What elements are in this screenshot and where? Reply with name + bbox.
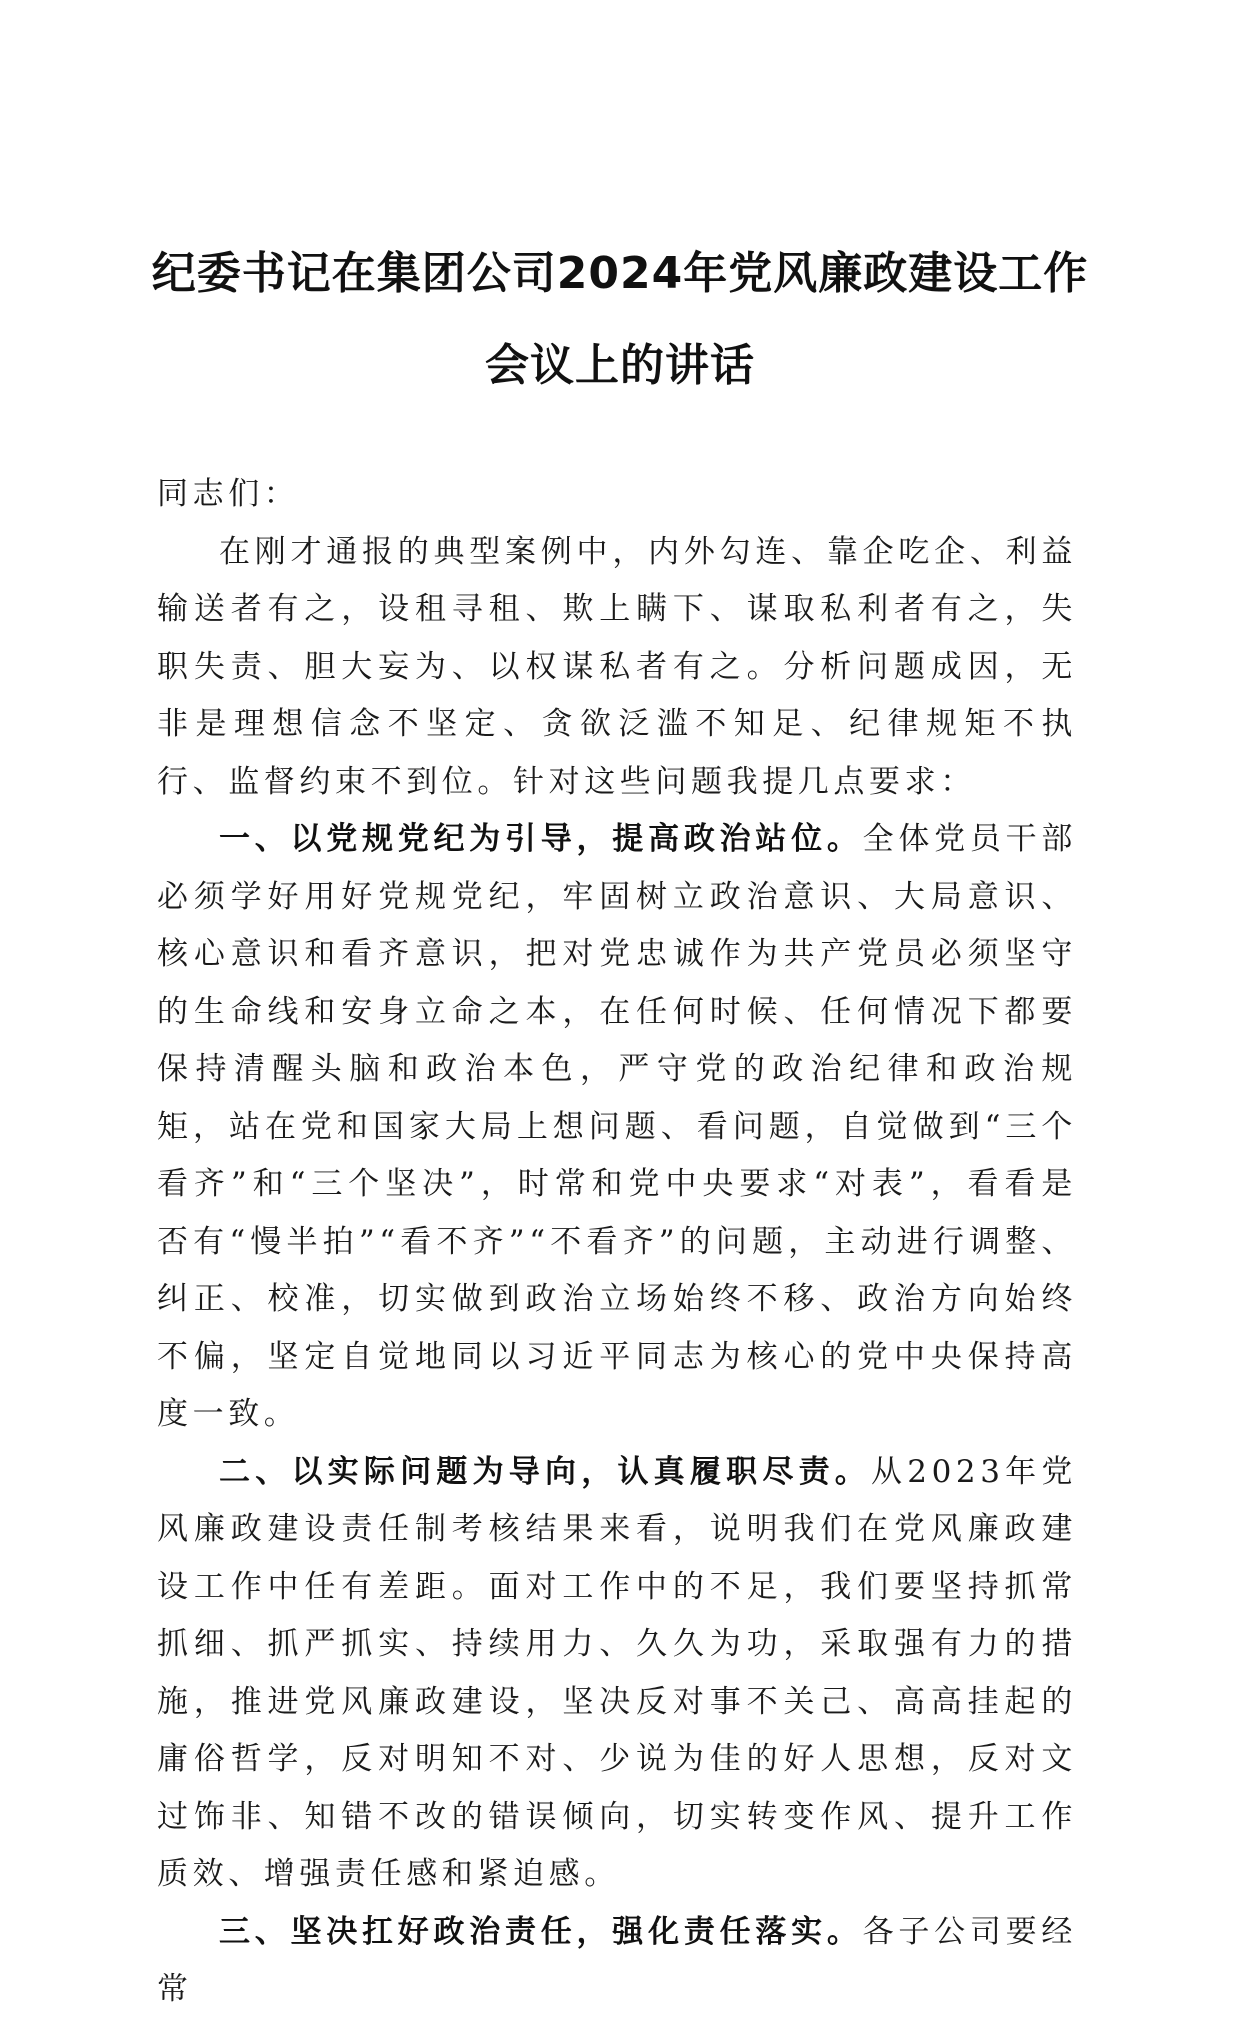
section-paragraph (157, 811, 1077, 1444)
section-heading: 二、以实际问题为导向，认真履职尽责。 (219, 1453, 872, 1490)
section-paragraph (157, 1444, 1077, 1904)
section-text: 全体党员干部必须学好用好党规党纪，牢固树立政治意识、大局意识、核心意识和看齐意识，把对党忠诚作为共产党员必须坚守的生命线和安身立命之本，在任何时候、任何情况下都要保持清醒头脑和政治本色，严守党的政治纪律和政治规矩，站在党和国家大局上想问题、看问题，自觉做到“三个看齐”和“三个坚决”，时常和党中央要求“对表”，看看是否有“慢半拍”“看不齐”“不看齐”的问题，主动进行调整、纠正、校准，切实做到政治立场始终不移、政治方向始终不偏，坚定自觉地同以习近平同志为核心的党中央保持高度一致。 (157, 821, 1077, 1432)
section-text: 从2023年党风廉政建设责任制考核结果来看，说明我们在党风廉政建设工作中任有差距。面对工作中的不足，我们要坚持抓常抓细、抓严抓实、持续用力、久久为功，采取强有力的措施，推进党风廉政建设，坚决反对事不关己、高高挂起的庸俗哲学，反对明知不对、少说为佳的好人思想，反对文过饰非、知错不改的错误倾向，切实转变作风、提升工作质效、增强责任感和紧迫感。 (157, 1453, 1077, 1892)
document-title: 纪委书记在集团公司2024年党风廉政建设工作会议上的讲话 (151, 248, 1089, 391)
section-heading: 一、以党规党纪为引导，提高政治站位。 (219, 821, 863, 857)
intro-paragraph: 在刚才通报的典型案例中，内外勾连、靠企吃企、利益输送者有之，设租寻租、欺上瞒下、谋取私利者有之，失职失责、胆大妄为、以权谋私者有之。分析问题成因，无非是理想信念不坚定、贪欲泛滥不知足、纪律规矩不执行、监督约束不到位。针对这些问题我提几点要求： (157, 533, 1077, 800)
section-text: 各子公司要经常 (157, 1913, 1077, 2007)
section-paragraph (157, 1904, 1077, 2019)
salutation: 同志们： (157, 476, 300, 512)
document-body (157, 466, 1077, 2019)
section-heading: 三、坚决扛好政治责任，强化责任落实。 (219, 1913, 863, 1950)
